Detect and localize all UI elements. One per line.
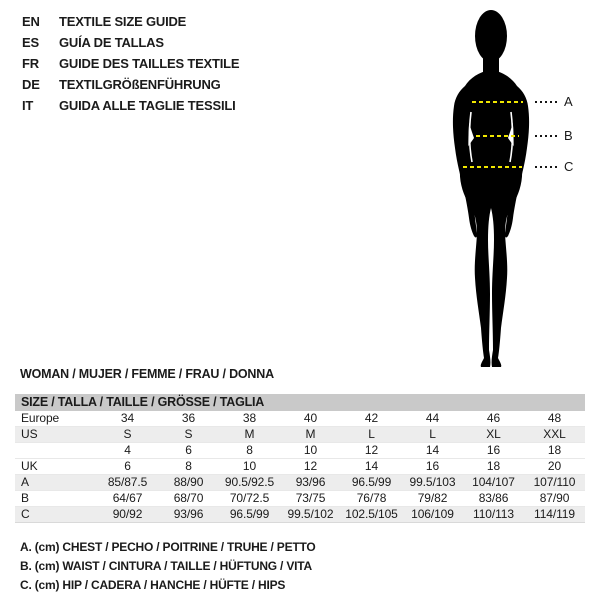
legend-line-3: C. (cm) HIP / CADERA / HANCHE / HÜFTE / HIPS (20, 578, 286, 592)
size-cell: 4 (124, 443, 131, 457)
size-cell: 87/90 (539, 491, 570, 505)
language-row (22, 11, 239, 32)
language-label: GUIDE DES TAILLES TEXTILE (59, 56, 240, 71)
size-cell: 68/70 (173, 491, 204, 505)
table-row (15, 475, 585, 491)
size-cell: M (305, 427, 316, 441)
table-row (15, 411, 585, 427)
size-cell: 16 (425, 459, 440, 473)
size-cell: 44 (425, 411, 440, 425)
size-cell: 36 (181, 411, 196, 425)
size-cell: 20 (547, 459, 562, 473)
language-label: TEXTILGRÖßENFÜHRUNG (59, 77, 221, 92)
section-title: WOMAN / MUJER / FEMME / FRAU / DONNA (20, 367, 274, 381)
size-cell: 93/96 (295, 475, 326, 489)
language-label: GUÍA DE TALLAS (59, 35, 164, 50)
size-cell: 93/96 (173, 507, 204, 521)
size-cell: 79/82 (417, 491, 448, 505)
size-cell: 16 (486, 443, 501, 457)
size-cell: 83/86 (478, 491, 509, 505)
size-cell: 110/113 (473, 507, 514, 521)
size-cell: L (368, 427, 375, 441)
row-label: A (21, 475, 29, 489)
row-label: Europe (21, 411, 60, 425)
size-cell: 48 (547, 411, 562, 425)
size-cell: S (184, 427, 193, 441)
size-table-header: SIZE / TALLA / TAILLE / GRÖSSE / TAGLIA (15, 394, 585, 411)
size-cell: 40 (303, 411, 318, 425)
size-cell: 34 (120, 411, 135, 425)
row-label (15, 443, 97, 458)
size-cell: 12 (303, 459, 318, 473)
language-label: GUIDA ALLE TAGLIE TESSILI (59, 98, 236, 113)
language-label: TEXTILE SIZE GUIDE (59, 14, 187, 29)
size-cell: 96.5/99 (351, 475, 392, 489)
measure-dotted-line-a (535, 101, 558, 103)
language-code: DE (22, 77, 40, 92)
size-cell: 10 (303, 443, 318, 457)
size-cell: 88/90 (173, 475, 204, 489)
table-row (15, 443, 585, 459)
size-cell: 90/92 (112, 507, 143, 521)
language-code: EN (22, 14, 40, 29)
measure-dash-line-b (476, 135, 519, 137)
language-row (22, 32, 239, 53)
language-code: IT (22, 98, 34, 113)
size-cell: 106/109 (411, 507, 454, 521)
size-cell: 96.5/99 (229, 507, 270, 521)
table-row (15, 459, 585, 475)
measure-dash-line-c (463, 166, 522, 168)
size-cell: 14 (364, 459, 379, 473)
language-row (22, 74, 239, 95)
size-cell: 6 (185, 443, 192, 457)
size-cell: 85/87.5 (107, 475, 148, 489)
size-cell: 114/119 (534, 507, 575, 521)
legend-line-1: A. (cm) CHEST / PECHO / POITRINE / TRUHE / PETTO (20, 540, 316, 554)
size-cell: 12 (364, 443, 379, 457)
size-cell: 38 (242, 411, 257, 425)
size-cell: 64/67 (112, 491, 143, 505)
size-table-body (15, 411, 585, 523)
size-cell: 73/75 (295, 491, 326, 505)
size-cell: 102.5/105 (345, 507, 398, 521)
size-cell: 8 (185, 459, 192, 473)
size-cell: 70/72.5 (229, 491, 270, 505)
size-cell: 42 (364, 411, 379, 425)
size-cell: 18 (547, 443, 562, 457)
size-cell: M (244, 427, 255, 441)
size-cell: S (123, 427, 132, 441)
measure-dotted-line-b (535, 135, 558, 137)
language-code: ES (22, 35, 39, 50)
size-cell: 10 (242, 459, 257, 473)
size-cell: 46 (486, 411, 501, 425)
legend-line-2: B. (cm) WAIST / CINTURA / TAILLE / HÜFTUNG / VITA (20, 559, 312, 573)
measure-label-c: C (564, 159, 574, 174)
size-table (15, 394, 585, 523)
language-title-list (22, 11, 239, 116)
size-cell: 107/110 (533, 475, 576, 489)
measure-dash-line-a (472, 101, 523, 103)
size-cell: L (429, 427, 436, 441)
measure-label-a: A (564, 94, 573, 109)
size-cell: 76/78 (356, 491, 387, 505)
measure-label-b: B (564, 128, 573, 143)
size-cell: 99.5/103 (409, 475, 456, 489)
row-label: UK (21, 459, 38, 473)
language-row (22, 53, 239, 74)
measurement-legend (20, 538, 316, 595)
row-label: B (21, 491, 29, 505)
size-cell: 6 (124, 459, 131, 473)
measure-dotted-line-c (535, 166, 558, 168)
size-cell: XXL (543, 427, 566, 441)
table-row (15, 507, 585, 523)
size-cell: 90.5/92.5 (224, 475, 275, 489)
size-cell: XL (486, 427, 501, 441)
size-cell: 14 (425, 443, 440, 457)
table-row (15, 427, 585, 443)
size-cell: 104/107 (472, 475, 515, 489)
size-cell: 8 (246, 443, 253, 457)
row-label: C (21, 507, 30, 521)
size-cell: 99.5/102 (287, 507, 334, 521)
woman-silhouette-svg (431, 6, 551, 372)
language-row (22, 95, 239, 116)
table-row (15, 491, 585, 507)
language-code: FR (22, 56, 39, 71)
row-label: US (21, 427, 38, 441)
size-cell: 18 (486, 459, 501, 473)
